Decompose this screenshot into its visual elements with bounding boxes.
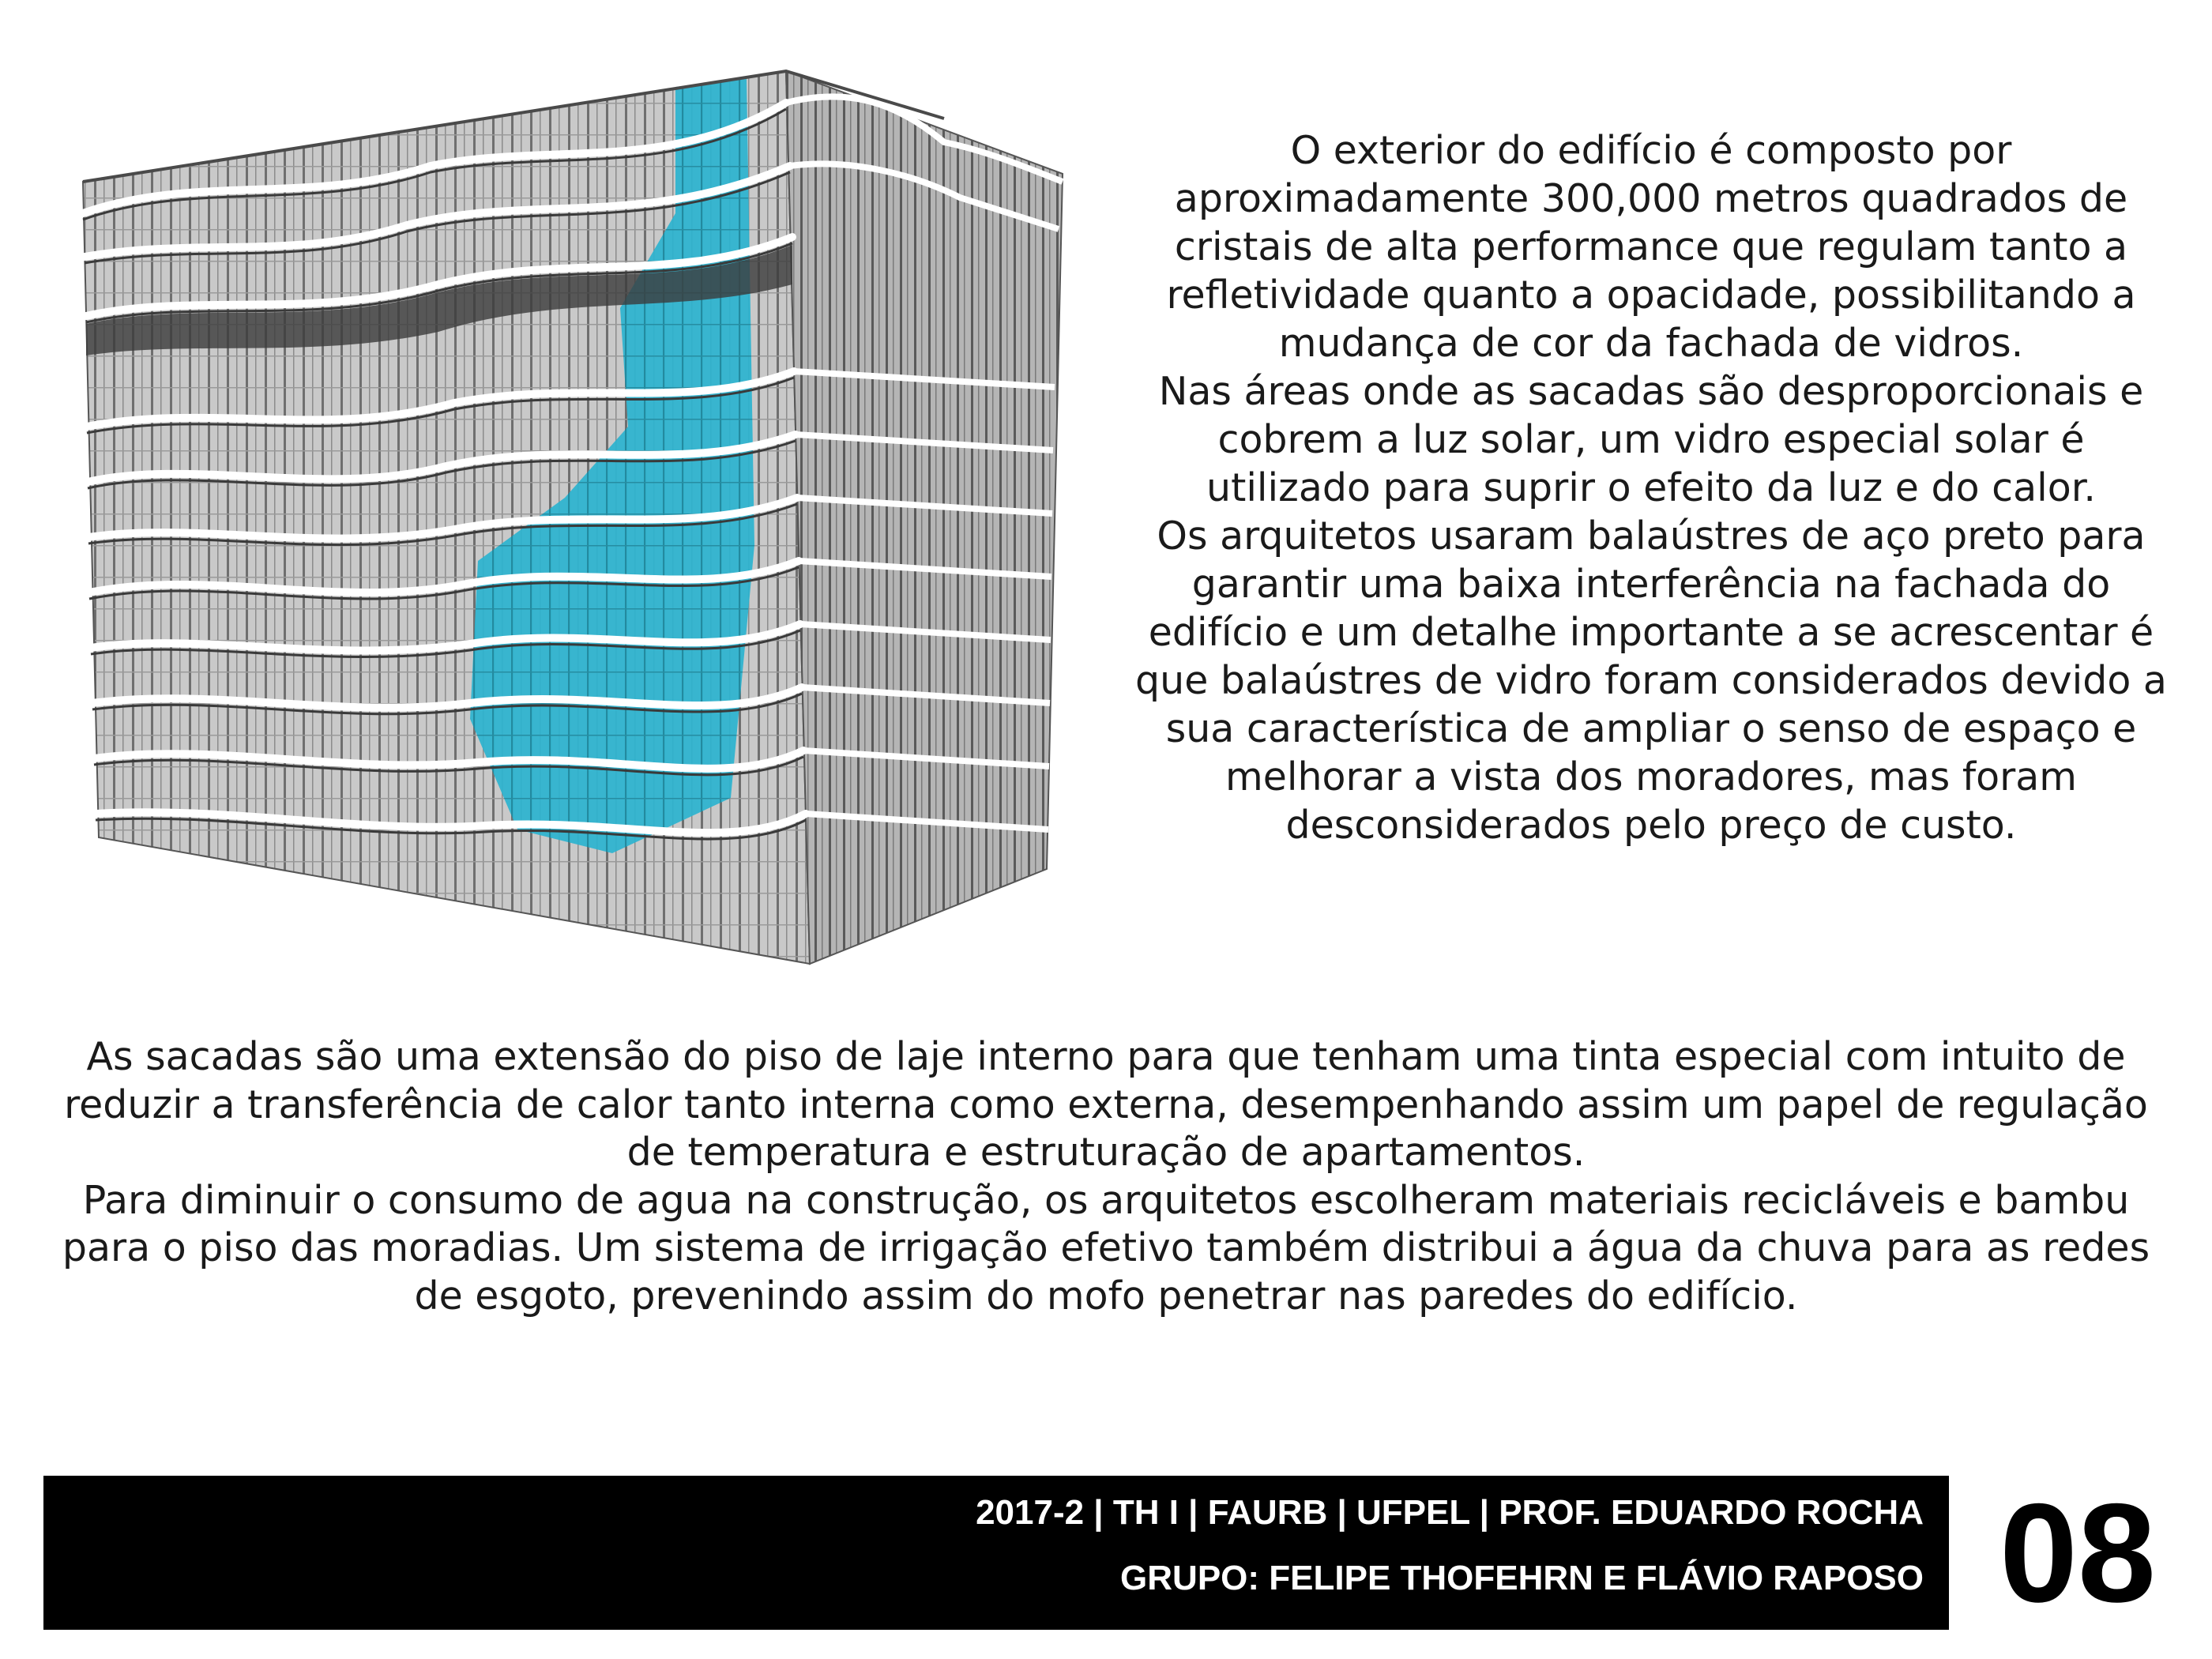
- description-right: [1130, 126, 2172, 849]
- footer-group-names: GRUPO: FELIPE THOFEHRN E FLÁVIO RAPOSO: [1120, 1559, 1924, 1597]
- paragraph-solar-glass: Nas áreas onde as sacadas são desproporcionais e cobrem a luz solar, um vidro especial solar é utilizado para suprir o efeito da luz e do calor.: [1158, 369, 2144, 510]
- footer-course-info: 2017-2 | TH I | FAURB | UFPEL | PROF. EDUARDO ROCHA: [976, 1493, 1924, 1532]
- footer-bar: [43, 1476, 1949, 1630]
- page-number: 08: [1999, 1474, 2156, 1631]
- paragraph-balusters: Os arquitetos usaram balaústres de aço preto para garantir uma baixa interferência na fachada do edifício e um detalhe importante a se acrescentar é que balaústres de vidro foram considerados devido a sua característica de ampliar o senso de espaço e melhorar a vista dos moradores, mas foram desconsiderados pelo preço de custo.: [1135, 514, 2167, 848]
- paragraph-water-consumption: Para diminuir o consumo de agua na construção, os arquitetos escolheram materiais recicláveis e bambu para o piso das moradias. Um sistema de irrigação efetivo também distribui a água da chuva para as redes de esgoto, prevenindo assim do mofo penetrar nas paredes do edifício.: [62, 1177, 2150, 1319]
- paragraph-balconies: As sacadas são uma extensão do piso de laje interno para que tenham uma tinta especial com intuito de reduzir a transferência de calor tanto interna como externa, desempenhando assim um papel de regulação de temperatura e estruturação de apartamentos.: [64, 1034, 2148, 1175]
- description-bottom: [47, 1033, 2165, 1320]
- paragraph-facade-glass: O exterior do edifício é composto por aproximadamente 300,000 metros quadrados de cristais de alta performance que regulam tanto a refletividade quanto a opacidade, possibilitando a mudança de cor da fachada de vidros.: [1166, 128, 2136, 366]
- building-illustration: [75, 55, 1070, 995]
